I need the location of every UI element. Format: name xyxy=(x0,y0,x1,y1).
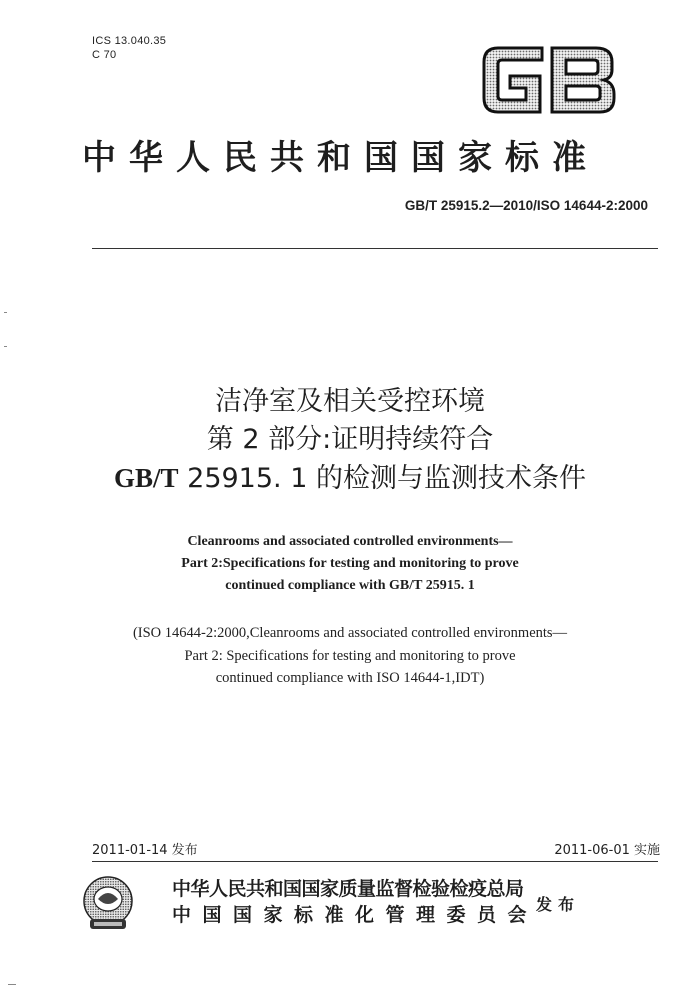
english-title-line-2: Part 2:Specifications for testing and monitoring to prove xyxy=(181,556,519,571)
aqsiq-seal-icon xyxy=(82,873,134,935)
english-title-line-1: Cleanrooms and associated controlled environments— xyxy=(187,534,513,549)
implementation-date: 2011-06-01 实施 xyxy=(554,843,660,858)
english-title xyxy=(60,531,640,597)
chinese-title-line-3-rest: 25915. 1 的检测与监测技术条件 xyxy=(178,463,586,494)
footer-divider xyxy=(92,861,658,862)
ccs-code: C 70 xyxy=(92,49,117,61)
organization-sac: 中国国家标准化管理委员会 xyxy=(172,904,539,926)
chinese-title-line-2: 第 2 部分:证明持续符合 xyxy=(206,424,494,455)
standard-number: GB/T 25915.2—2010/ISO 14644-2:2000 xyxy=(404,198,648,213)
iso-note-line-2: Part 2: Specifications for testing and monitoring to prove xyxy=(184,647,516,664)
scan-speck xyxy=(8,984,16,985)
scan-speck xyxy=(4,346,7,347)
classification-codes xyxy=(92,34,166,62)
scan-speck xyxy=(4,312,7,313)
chinese-title-line-3 xyxy=(60,459,640,498)
gb-logo-icon xyxy=(480,44,618,116)
organization-aqsiq: 中华人民共和国国家质量监督检验检疫总局 xyxy=(172,878,524,900)
issue-date: 2011-01-14 发布 xyxy=(92,843,198,858)
standard-category-title: 中华人民共和国国家标准 xyxy=(82,138,599,178)
chinese-title xyxy=(60,383,640,498)
chinese-title-line-3-prefix: GB/T xyxy=(114,463,179,493)
iso-equivalence-note xyxy=(40,622,660,690)
publish-label: 发布 xyxy=(536,895,581,914)
english-title-line-3: continued compliance with GB/T 25915. 1 xyxy=(225,578,475,593)
iso-note-line-3: continued compliance with ISO 14644-1,IDT) xyxy=(215,670,485,686)
iso-note-line-1: (ISO 14644-2:2000,Cleanrooms and associated controlled environments— xyxy=(132,625,568,641)
chinese-title-line-1: 洁净室及相关受控环境 xyxy=(215,386,485,417)
issuing-organizations xyxy=(172,876,538,928)
ics-code: ICS 13.040.35 xyxy=(92,35,167,47)
header-divider xyxy=(92,248,658,249)
